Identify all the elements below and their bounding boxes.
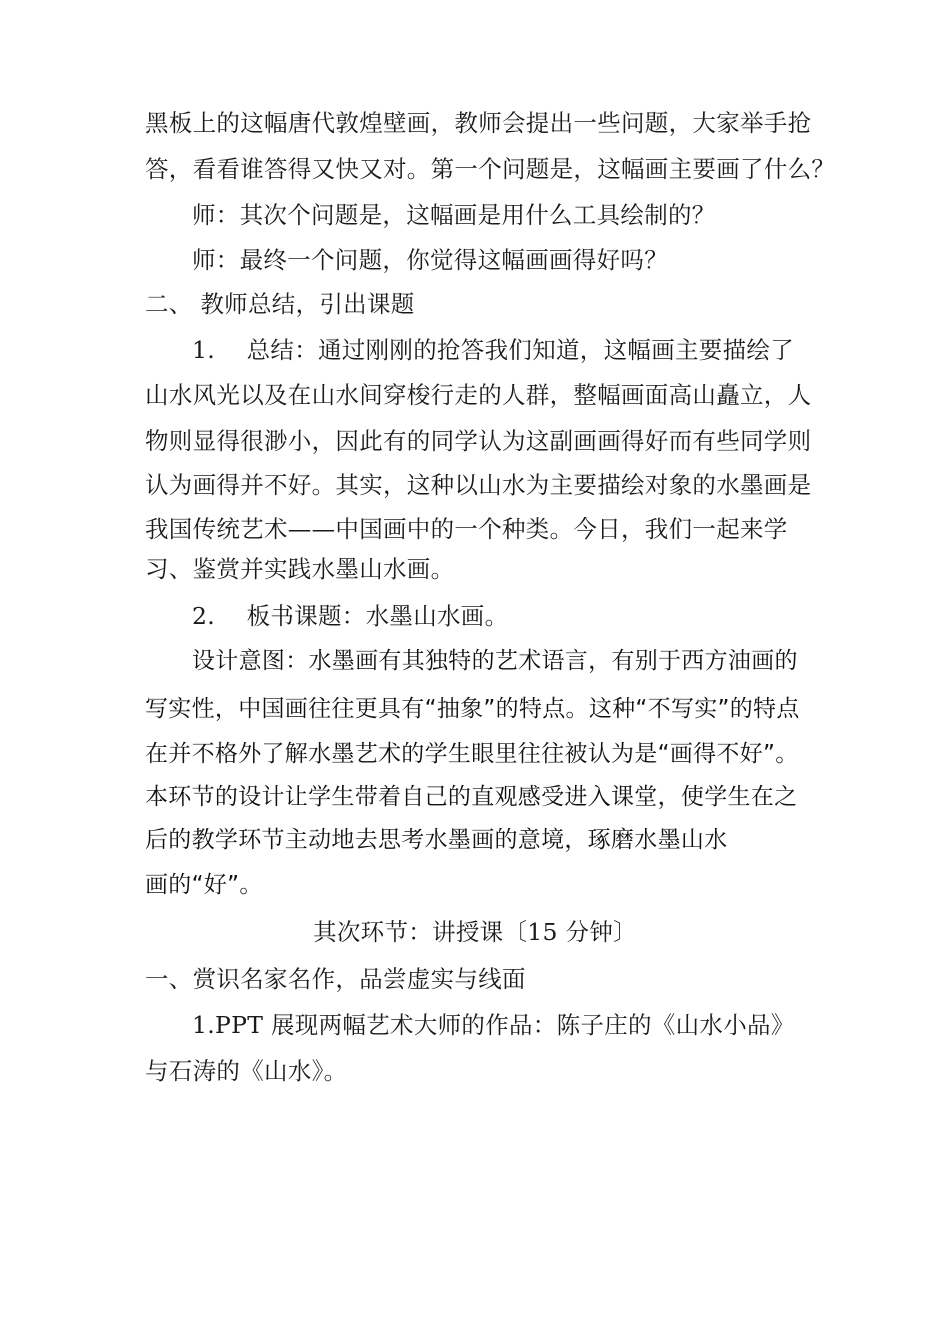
section-title: 其次环节：讲授课〔15 分钟〕 [313, 918, 637, 946]
text-line: 认为画得并不好。其实，这种以山水为主要描绘对象的水墨画是 [145, 471, 812, 499]
text-line: 物则显得很渺小，因此有的同学认为这副画画得好而有些同学则 [145, 427, 812, 455]
text-line: 山水风光以及在山水间穿梭行走的人群，整幅画面高山矗立，人 [145, 381, 812, 409]
text-line: 师：最终一个问题，你觉得这幅画画得好吗？ [192, 246, 668, 274]
text-line: 师：其次个问题是，这幅画是用什么工具绘制的？ [192, 201, 716, 229]
text-line: 与石涛的《山水》。 [145, 1057, 348, 1085]
design-intent-line: 在并不格外了解水墨艺术的学生眼里往往被认为是“画得不好”。 [145, 741, 799, 767]
design-intent-line: 写实性，中国画往往更具有“抽象”的特点。这种“不写实”的特点 [145, 696, 800, 722]
design-intent-line: 设计意图：水墨画有其独特的艺术语言，有别于西方油画的 [192, 648, 798, 674]
design-intent-line: 本环节的设计让学生带着自己的直观感受进入课堂，使学生在之 [145, 784, 798, 810]
text-line: 我国传统艺术——中国画中的一个种类。今日，我们一起来学 [145, 515, 788, 543]
text-line: 黑板上的这幅唐代敦煌壁画，教师会提出一些问题，大家举手抢 [145, 109, 812, 137]
design-intent-line: 后的教学环节主动地去思考水墨画的意境，琢磨水墨山水 [145, 827, 728, 853]
design-intent-line: 画的“好”。 [145, 872, 263, 898]
section-heading: 二、 教师总结，引出课题 [145, 290, 415, 318]
text-line: 1. 总结：通过刚刚的抢答我们知道，这幅画主要描绘了 [192, 336, 794, 364]
text-line: 答，看看谁答得又快又对。第一个问题是，这幅画主要画了什么？ [145, 155, 836, 183]
text-line: 2. 板书课题：水墨山水画。 [192, 602, 509, 630]
section-heading: 一、赏识名家名作，品尝虚实与线面 [145, 965, 526, 993]
text-line: 习、鉴赏并实践水墨山水画。 [145, 555, 455, 583]
text-line: 1.PPT 展现两幅艺术大师的作品：陈子庄的《山水小品》 [192, 1011, 795, 1039]
